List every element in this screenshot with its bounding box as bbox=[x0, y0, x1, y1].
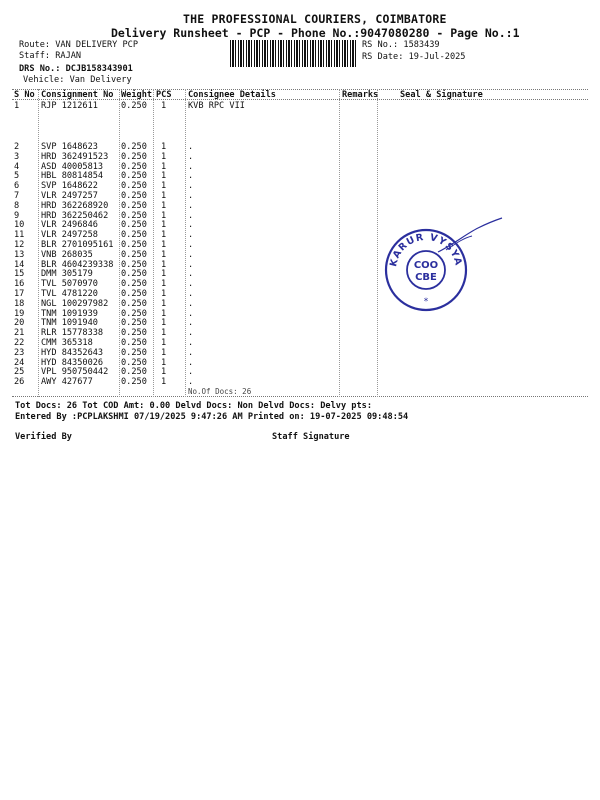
row-consignee: . bbox=[188, 249, 194, 260]
staff-text: Staff: RAJAN bbox=[19, 51, 82, 61]
row-sno: 13 bbox=[14, 249, 25, 260]
row-weight: 0.250 bbox=[121, 328, 147, 339]
table-row bbox=[12, 191, 588, 201]
col-header-remarks: Remarks bbox=[342, 90, 379, 100]
table-row bbox=[12, 289, 588, 299]
row-consignee: . bbox=[188, 210, 194, 221]
table-row bbox=[12, 260, 588, 270]
rs-date: RS Date: 19-Jul-2025 bbox=[362, 52, 466, 62]
row-consignee: . bbox=[188, 240, 194, 250]
col-header-pcs: PCS bbox=[156, 90, 172, 100]
table-row bbox=[12, 377, 588, 387]
row-sno: 16 bbox=[14, 279, 25, 290]
col-header-sno: S No bbox=[14, 90, 35, 100]
barcode-image bbox=[230, 40, 356, 67]
row-consignee: . bbox=[188, 191, 194, 201]
table-row bbox=[12, 358, 588, 368]
row-sno: 14 bbox=[14, 259, 25, 270]
row-sno: 12 bbox=[14, 240, 25, 250]
row-sno: 24 bbox=[14, 357, 25, 368]
row-consignee: . bbox=[188, 357, 194, 368]
vehicle-text: Vehicle: Van Delivery bbox=[23, 75, 132, 85]
row-consignment-no: VNB 268035 bbox=[41, 249, 93, 260]
row-consignee: . bbox=[188, 279, 194, 290]
svg-text:*: * bbox=[423, 297, 429, 307]
table-row bbox=[12, 348, 588, 358]
row-weight: 0.250 bbox=[121, 191, 147, 201]
row-sno: 15 bbox=[14, 269, 25, 280]
row-consignment-no: TVL 5070970 bbox=[41, 279, 98, 290]
table-row bbox=[12, 328, 588, 338]
row-consignee: . bbox=[188, 318, 194, 329]
row-sno: 8 bbox=[14, 200, 20, 211]
row-weight: 0.250 bbox=[121, 240, 147, 250]
stamp-bank-name: KARUR VYSYA bbox=[388, 231, 464, 268]
row-weight: 0.250 bbox=[121, 318, 147, 329]
row-pcs: 1 bbox=[161, 328, 167, 339]
row-pcs: 1 bbox=[161, 298, 167, 309]
row-sno: 5 bbox=[14, 171, 20, 182]
table-row bbox=[12, 152, 588, 162]
row-pcs: 1 bbox=[161, 151, 167, 162]
row-consignment-no: HYD 84350026 bbox=[41, 357, 104, 368]
table-row bbox=[12, 338, 588, 348]
row-pcs: 1 bbox=[161, 357, 167, 368]
row-weight: 0.250 bbox=[121, 171, 147, 182]
table-row bbox=[12, 171, 588, 181]
row-pcs: 1 bbox=[161, 200, 167, 211]
row-consignee: . bbox=[188, 259, 194, 270]
row-consignee: . bbox=[188, 338, 194, 348]
row-sno: 21 bbox=[14, 328, 25, 339]
row-consignment-no: SVP 1648623 bbox=[41, 142, 98, 152]
row-weight: 0.250 bbox=[121, 181, 147, 192]
row-consignment-no: TNM 1091940 bbox=[41, 318, 98, 329]
row-consignment-no: HBL 80814854 bbox=[41, 171, 104, 182]
route-text: Route: VAN DELIVERY PCP bbox=[19, 40, 138, 50]
row-weight: 0.250 bbox=[121, 357, 147, 368]
row-pcs: 1 bbox=[161, 191, 167, 201]
no-of-docs: No.Of Docs: 26 bbox=[188, 387, 252, 396]
stamp-line1: COO bbox=[413, 260, 439, 271]
row-pcs: 1 bbox=[161, 347, 167, 358]
row-weight: 0.250 bbox=[121, 210, 147, 221]
row-consignee: . bbox=[188, 377, 194, 388]
row-weight: 0.250 bbox=[121, 279, 147, 290]
row-consignment-no: RJP 1212611 bbox=[41, 101, 98, 111]
row-weight: 0.250 bbox=[121, 269, 147, 280]
row-weight: 0.250 bbox=[121, 298, 147, 309]
row-pcs: 1 bbox=[161, 367, 167, 378]
row-consignment-no: TNM 1091939 bbox=[41, 308, 98, 319]
table-row bbox=[12, 309, 588, 319]
drs-number: DRS No.: DCJB158343901 bbox=[19, 64, 133, 74]
row-consignee: . bbox=[188, 308, 194, 319]
row-consignee: . bbox=[188, 142, 194, 152]
row-consignment-no: HYD 84352643 bbox=[41, 347, 104, 358]
row-pcs: 1 bbox=[161, 279, 167, 290]
row-pcs: 1 bbox=[161, 181, 167, 192]
row-consignee: . bbox=[188, 161, 194, 172]
row-weight: 0.250 bbox=[121, 220, 147, 231]
row-consignee: . bbox=[188, 269, 194, 280]
table-row bbox=[12, 201, 588, 211]
table-row bbox=[12, 367, 588, 377]
row-consignment-no: VLR 2497257 bbox=[41, 191, 98, 201]
row-sno: 9 bbox=[14, 210, 20, 221]
company-title: THE PROFESSIONAL COURIERS, COIMBATORE bbox=[183, 12, 447, 26]
row-consignment-no: HRD 362250462 bbox=[41, 210, 109, 221]
row-consignee: . bbox=[188, 298, 194, 309]
row-sno: 2 bbox=[14, 142, 20, 152]
row-weight: 0.250 bbox=[121, 308, 147, 319]
row-weight: 0.250 bbox=[121, 161, 147, 172]
row-pcs: 1 bbox=[161, 161, 167, 172]
row-consignment-no: DMM 305179 bbox=[41, 269, 93, 280]
row-pcs: 1 bbox=[161, 249, 167, 260]
row-sno: 18 bbox=[14, 298, 25, 309]
staff-signature-label: Staff Signature bbox=[272, 432, 350, 442]
row-pcs: 1 bbox=[161, 269, 167, 280]
table-row bbox=[12, 299, 588, 309]
row-sno: 4 bbox=[14, 161, 20, 172]
row-weight: 0.250 bbox=[121, 151, 147, 162]
col-header-consignment: Consignment No bbox=[41, 90, 114, 100]
row-sno: 7 bbox=[14, 191, 20, 201]
table-row bbox=[12, 142, 588, 152]
row-pcs: 1 bbox=[161, 338, 167, 348]
row-weight: 0.250 bbox=[121, 230, 147, 241]
table-row bbox=[12, 181, 588, 191]
row-consignee: . bbox=[188, 220, 194, 231]
row-sno: 23 bbox=[14, 347, 25, 358]
table-row bbox=[12, 269, 588, 279]
row-pcs: 1 bbox=[161, 259, 167, 270]
row-weight: 0.250 bbox=[121, 200, 147, 211]
row-consignment-no: VPL 950750442 bbox=[41, 367, 109, 378]
verified-by-label: Verified By bbox=[15, 432, 72, 442]
row-pcs: 1 bbox=[161, 377, 167, 388]
row-consignment-no: TVL 4781220 bbox=[41, 289, 98, 299]
row-consignee: . bbox=[188, 230, 194, 241]
stamp-line2: CBE bbox=[415, 272, 437, 283]
col-header-weight: Weight bbox=[121, 90, 153, 100]
row-consignment-no: HRD 362268920 bbox=[41, 200, 109, 211]
row-consignment-no: CMM 365318 bbox=[41, 338, 93, 348]
row-pcs: 1 bbox=[161, 171, 167, 182]
row-consignee: . bbox=[188, 181, 194, 192]
row-pcs: 1 bbox=[161, 240, 167, 250]
entered-by-line: Entered By :PCPLAKSHMI 07/19/2025 9:47:26 AM Printed on: 19-07-2025 09:48:54 bbox=[15, 412, 409, 422]
runsheet-title: Delivery Runsheet - PCP - Phone No.:9047080280 - Page No.:1 bbox=[111, 26, 520, 40]
row-weight: 0.250 bbox=[121, 289, 147, 299]
bank-seal-stamp bbox=[384, 228, 468, 312]
row-consignee: . bbox=[188, 328, 194, 339]
row-weight: 0.250 bbox=[121, 367, 147, 378]
row-pcs: 1 bbox=[161, 142, 167, 152]
row-pcs: 1 bbox=[161, 220, 167, 231]
row-consignee: KVB RPC VII bbox=[188, 101, 245, 111]
row-pcs: 1 bbox=[161, 101, 167, 111]
table-row bbox=[12, 279, 588, 289]
row-consignee: . bbox=[188, 151, 194, 162]
row-pcs: 1 bbox=[161, 210, 167, 221]
row-sno: 11 bbox=[14, 230, 25, 241]
row-weight: 0.250 bbox=[121, 259, 147, 270]
table-header-row bbox=[12, 90, 588, 100]
table-row bbox=[12, 101, 588, 111]
row-sno: 25 bbox=[14, 367, 25, 378]
table-row bbox=[12, 318, 588, 328]
col-header-consignee: Consignee Details bbox=[188, 90, 276, 100]
row-consignment-no: VLR 2497258 bbox=[41, 230, 98, 241]
row-weight: 0.250 bbox=[121, 249, 147, 260]
row-sno: 22 bbox=[14, 338, 25, 348]
row-weight: 0.250 bbox=[121, 101, 147, 111]
row-sno: 6 bbox=[14, 181, 20, 192]
row-consignment-no: SVP 1648622 bbox=[41, 181, 98, 192]
row-consignment-no: AWY 427677 bbox=[41, 377, 93, 388]
row-weight: 0.250 bbox=[121, 347, 147, 358]
row-pcs: 1 bbox=[161, 230, 167, 241]
rs-number: RS No.: 1583439 bbox=[362, 40, 440, 50]
row-consignment-no: NGL 100297982 bbox=[41, 298, 109, 309]
col-header-seal-signature: Seal & Signature bbox=[400, 90, 483, 100]
row-sno: 20 bbox=[14, 318, 25, 329]
row-consignment-no: VLR 2496846 bbox=[41, 220, 98, 231]
row-consignment-no: BLR 4604239338 bbox=[41, 259, 114, 270]
row-weight: 0.250 bbox=[121, 338, 147, 348]
row-sno: 1 bbox=[14, 101, 20, 111]
row-consignment-no: ASD 40005813 bbox=[41, 161, 104, 172]
row-consignee: . bbox=[188, 289, 194, 299]
row-sno: 17 bbox=[14, 289, 25, 299]
row-consignee: . bbox=[188, 367, 194, 378]
table-row bbox=[12, 162, 588, 172]
row-weight: 0.250 bbox=[121, 142, 147, 152]
row-consignee: . bbox=[188, 171, 194, 182]
row-consignment-no: BLR 2701095161 bbox=[41, 240, 114, 250]
row-consignee: . bbox=[188, 200, 194, 211]
row-pcs: 1 bbox=[161, 308, 167, 319]
row-sno: 19 bbox=[14, 308, 25, 319]
row-consignee: . bbox=[188, 347, 194, 358]
totals-line: Tot Docs: 26 Tot COD Amt: 0.00 Delvd Docs: Non Delvd Docs: Delvy pts: bbox=[15, 401, 372, 411]
row-consignment-no: RLR 15778338 bbox=[41, 328, 104, 339]
row-sno: 10 bbox=[14, 220, 25, 231]
row-pcs: 1 bbox=[161, 318, 167, 329]
row-pcs: 1 bbox=[161, 289, 167, 299]
row-sno: 3 bbox=[14, 151, 20, 162]
row-consignment-no: HRD 362491523 bbox=[41, 151, 109, 162]
row-weight: 0.250 bbox=[121, 377, 147, 388]
row-sno: 26 bbox=[14, 377, 25, 388]
signature-scribble bbox=[436, 216, 506, 256]
